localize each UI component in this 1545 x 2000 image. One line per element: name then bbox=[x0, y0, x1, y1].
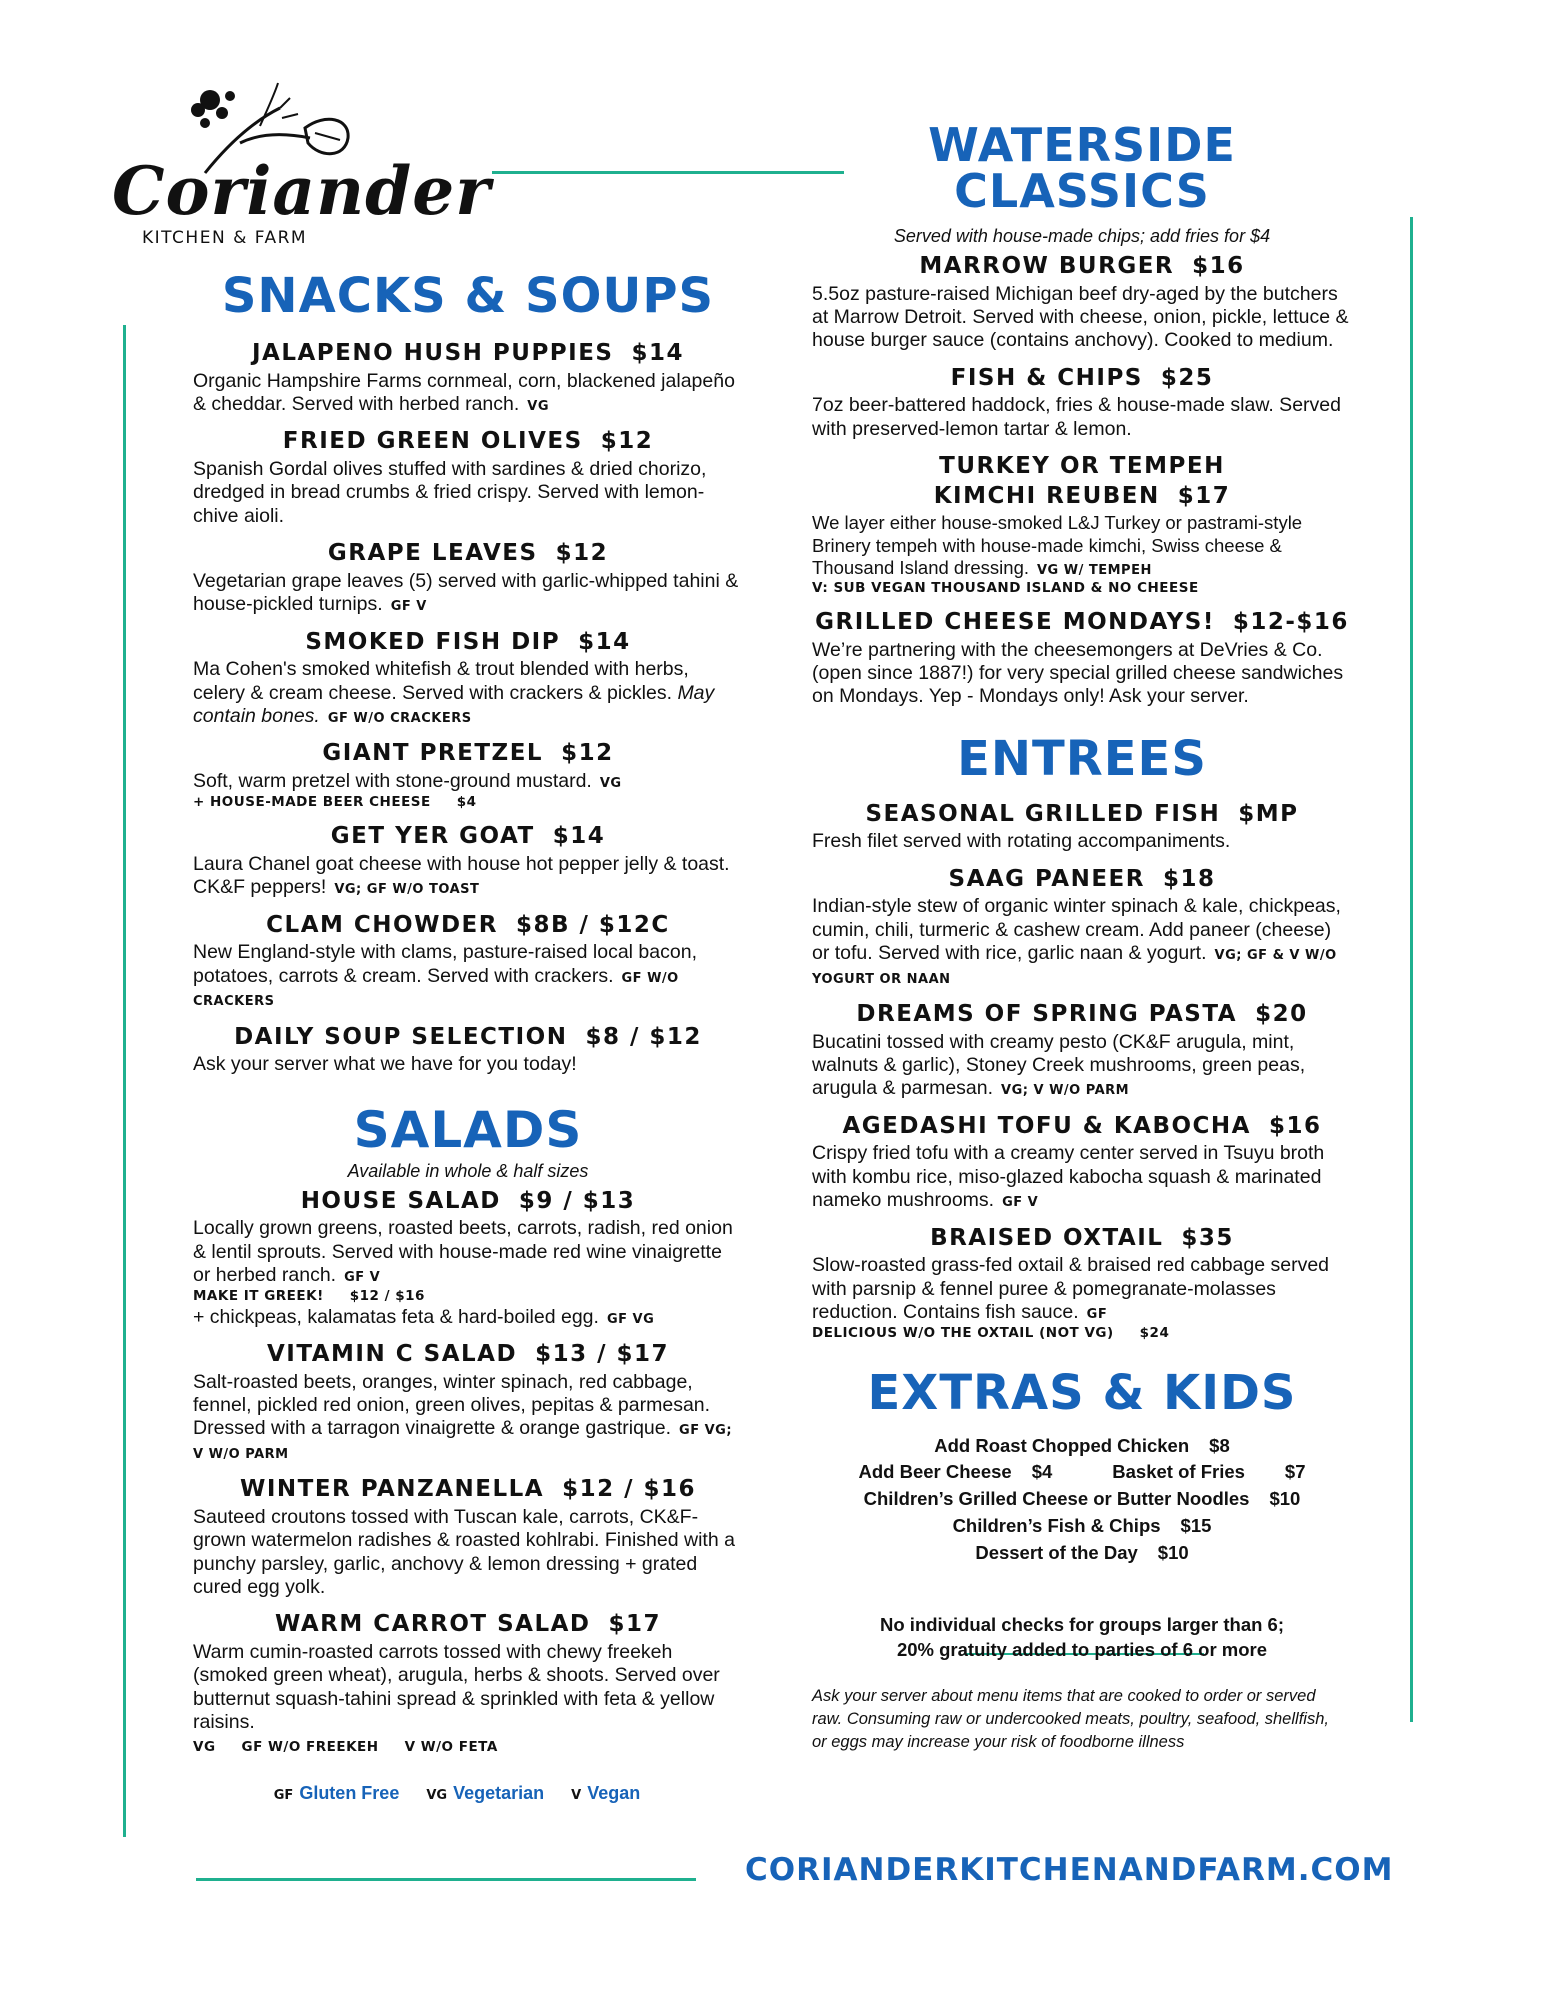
item-addon: + HOUSE-MADE BEER CHEESE $4 bbox=[193, 794, 477, 811]
item-desc: Slow-roasted grass-fed oxtail & braised red cabbage served with parsnip & fennel puree & pomegranate-molasses reduction. Contains fish sauce. bbox=[812, 1254, 1330, 1323]
item-desc: Sauteed croutons tossed with Tuscan kale, carrots, CK&F-grown watermelon radishes & roasted kohlrabi. Finished with a punchy parsley, garlic, anchovy & lemon dressing + grated cured egg yolk. bbox=[193, 1505, 735, 1598]
item-price: $17 bbox=[1177, 482, 1231, 509]
food-safety-disclaimer: Ask your server about menu items that are cooked to order or served raw. Consuming raw or undercooked meats, poultry, seafood, shellfish, or eggs may increase your risk of foodborne illness bbox=[812, 1686, 1329, 1751]
extras-row bbox=[812, 1433, 1352, 1460]
item-name: GRAPE LEAVES bbox=[327, 540, 538, 567]
diet-tags: VG GF W/O FREEKEH V W/O FETA bbox=[193, 1739, 498, 1756]
diet-tags: GF VG; V W/O PARM bbox=[193, 1423, 733, 1462]
menu-item bbox=[193, 1341, 743, 1464]
item-name: DREAMS OF SPRING PASTA bbox=[856, 1001, 1238, 1028]
item-desc: Laura Chanel goat cheese with house hot pepper jelly & toast. CK&F peppers! bbox=[193, 853, 730, 899]
diet-legend bbox=[193, 1783, 743, 1804]
item-price: $12 / $16 bbox=[562, 1476, 697, 1503]
legend-label: Vegan bbox=[587, 1782, 641, 1803]
waterside-title-line1: WATERSIDE bbox=[928, 118, 1236, 172]
legend-label: Gluten Free bbox=[299, 1782, 400, 1803]
extras-title: EXTRAS & KIDS bbox=[867, 1364, 1297, 1421]
item-price: $8 / $12 bbox=[585, 1023, 702, 1050]
extra-price: $4 bbox=[1031, 1461, 1053, 1483]
logo bbox=[110, 78, 492, 248]
item-price: $MP bbox=[1238, 800, 1299, 827]
item-desc: 5.5oz pasture-raised Michigan beef dry-aged by the butchers at Marrow Detroit. Served with cheese, onion, pickle, lettuce & house burger sauce (contains anchovy). Cooked to medium. bbox=[812, 282, 1349, 352]
item-name: HOUSE SALAD bbox=[300, 1187, 501, 1214]
item-addon: V: SUB VEGAN THOUSAND ISLAND & NO CHEESE bbox=[812, 579, 1199, 596]
item-name: SMOKED FISH DIP bbox=[305, 628, 561, 655]
item-desc: 7oz beer-battered haddock, fries & house-made slaw. Served with preserved-lemon tartar & lemon. bbox=[812, 394, 1341, 440]
diet-tags: GF bbox=[1086, 1306, 1108, 1322]
extra-label: Add Roast Chopped Chicken bbox=[934, 1434, 1190, 1456]
item-price: $12 bbox=[561, 740, 614, 767]
right-column-rule bbox=[1410, 217, 1413, 1722]
item-name: VITAMIN C SALAD bbox=[266, 1340, 518, 1367]
diet-tags: VG; GF W/O TOAST bbox=[334, 882, 480, 898]
menu-item bbox=[193, 428, 743, 528]
item-name: FISH & CHIPS bbox=[950, 364, 1143, 391]
diet-tags: VG; V W/O PARM bbox=[1001, 1083, 1130, 1099]
waterside-subtitle: Served with house-made chips; add fries for $4 bbox=[893, 226, 1271, 246]
menu-item bbox=[812, 866, 1352, 989]
item-price: $14 bbox=[552, 823, 606, 850]
diet-tags: VG W/ TEMPEH bbox=[1037, 562, 1152, 578]
diet-tags: GF V bbox=[344, 1269, 381, 1285]
legend-label: Vegetarian bbox=[453, 1782, 545, 1803]
item-name: DAILY SOUP SELECTION bbox=[234, 1023, 568, 1050]
legend-key: VG bbox=[426, 1787, 448, 1803]
item-price: $12 bbox=[555, 540, 609, 567]
item-desc: Ma Cohen's smoked whitefish & trout blended with herbs, celery & cream cheese. Served with crackers & pickles. bbox=[193, 658, 689, 704]
item-name: AGEDASHI TOFU & KABOCHA bbox=[842, 1112, 1251, 1139]
legend-key: V bbox=[571, 1787, 582, 1803]
diet-tags: VG; GF & V W/O YOGURT OR NAAN bbox=[812, 948, 1337, 987]
logo-wordmark: Coriander bbox=[112, 152, 492, 230]
extras-row bbox=[812, 1540, 1352, 1567]
extra-price: $10 bbox=[1157, 1541, 1189, 1563]
menu-item bbox=[193, 629, 743, 729]
item-name: GIANT PRETZEL bbox=[322, 740, 544, 767]
extra-label: Add Beer Cheese bbox=[858, 1461, 1012, 1483]
item-price: $25 bbox=[1160, 364, 1214, 391]
menu-item bbox=[193, 540, 743, 616]
menu-item bbox=[193, 1476, 743, 1599]
extra-price: $15 bbox=[1180, 1514, 1212, 1536]
menu-item bbox=[812, 801, 1352, 854]
item-desc: Soft, warm pretzel with stone-ground mustard. bbox=[193, 769, 592, 792]
item-desc: Indian-style stew of organic winter spinach & kale, chickpeas, cumin, chili, turmeric & cashew cream. Add paneer (cheese) or tofu. Served with rice, garlic naan & yogurt. bbox=[812, 895, 1341, 965]
policy-line: 20% gratuity added to parties of 6 or more bbox=[896, 1638, 1268, 1660]
extra-label: Basket of Fries bbox=[1112, 1461, 1245, 1483]
menu-item bbox=[812, 1001, 1352, 1101]
extra-price: $8 bbox=[1209, 1434, 1230, 1456]
item-note: May contain bones. bbox=[193, 681, 715, 727]
item-desc: We layer either house-smoked L&J Turkey or pastrami-style Brinery tempeh with house-made kimchi, Swiss cheese & Thousand Island dressing. bbox=[812, 512, 1303, 578]
item-addon-desc: + chickpeas, kalamatas feta & hard-boiled egg. bbox=[193, 1305, 599, 1328]
item-price: $17 bbox=[608, 1611, 662, 1638]
item-addon: MAKE IT GREEK! $12 / $16 bbox=[193, 1288, 425, 1305]
extras-row bbox=[812, 1513, 1352, 1540]
extra-label: Children’s Grilled Cheese or Butter Noodles bbox=[863, 1488, 1250, 1510]
item-name: WARM CARROT SALAD bbox=[274, 1611, 591, 1638]
extras-list bbox=[812, 1433, 1352, 1567]
item-desc: Warm cumin-roasted carrots tossed with chewy freekeh (smoked green wheat), arugula, herbs & shoots. Served over butternut squash-tahini spread & sprinkled with feta & yellow raisins. bbox=[193, 1640, 720, 1734]
right-column bbox=[812, 118, 1352, 1754]
item-price: $18 bbox=[1162, 865, 1216, 892]
item-desc: Crispy fried tofu with a creamy center served in Tsuyu broth with kombu rice, miso-glazed kabocha squash & marinated nameko mushrooms. bbox=[812, 1142, 1325, 1212]
item-price: $9 / $13 bbox=[518, 1187, 636, 1214]
item-name: GET YER GOAT bbox=[330, 823, 535, 850]
legend-key: GF bbox=[273, 1787, 294, 1803]
item-name-line2: KIMCHI REUBEN bbox=[933, 482, 1160, 509]
item-price: $20 bbox=[1255, 1001, 1308, 1028]
menu-item bbox=[812, 453, 1352, 597]
diet-tags: GF VG bbox=[606, 1311, 655, 1327]
left-column bbox=[193, 268, 743, 1804]
diet-tags: GF W/O CRACKERS bbox=[327, 710, 472, 726]
item-price: $16 bbox=[1268, 1112, 1322, 1139]
item-name: JALAPENO HUSH PUPPIES bbox=[251, 340, 614, 366]
item-price: $12 bbox=[600, 428, 654, 455]
item-addon: DELICIOUS W/O THE OXTAIL (NOT VG) $24 bbox=[812, 1325, 1170, 1342]
item-desc: Organic Hampshire Farms cornmeal, corn, blackened jalapeño & cheddar. Served with herbed ranch. bbox=[193, 369, 735, 415]
item-name: GRILLED CHEESE MONDAYS! bbox=[815, 609, 1215, 636]
menu-item bbox=[193, 740, 743, 811]
menu-item bbox=[812, 609, 1352, 709]
item-name: FRIED GREEN OLIVES bbox=[282, 428, 583, 455]
item-price: $14 bbox=[578, 628, 631, 655]
policy-line: No individual checks for groups larger than 6; bbox=[880, 1613, 1284, 1635]
left-column-rule bbox=[123, 325, 126, 1837]
menu-item bbox=[193, 1024, 743, 1077]
item-name: BRAISED OXTAIL bbox=[930, 1224, 1164, 1251]
item-price: $12-$16 bbox=[1232, 609, 1349, 636]
item-desc: Vegetarian grape leaves (5) served with garlic-whipped tahini & house-pickled turnips. bbox=[193, 569, 739, 616]
salads-title: SALADS bbox=[353, 1100, 583, 1159]
extra-label: Children’s Fish & Chips bbox=[952, 1514, 1161, 1536]
item-price: $35 bbox=[1181, 1224, 1234, 1251]
item-desc: Spanish Gordal olives stuffed with sardines & dried chorizo, dredged in bread crumbs & fried crispy. Served with lemon-chive aioli. bbox=[193, 457, 707, 527]
item-desc: We’re partnering with the cheesemongers at DeVries & Co. (open since 1887!) for very special grilled cheese sandwiches on Mondays. Yep - Mondays only! Ask your server. bbox=[812, 638, 1344, 708]
menu-item bbox=[193, 1611, 743, 1756]
entrees-title: ENTREES bbox=[957, 730, 1207, 787]
extras-row bbox=[812, 1459, 1352, 1486]
item-desc: New England-style with clams, pasture-raised local bacon, potatoes, carrots & cream. Served with crackers. bbox=[193, 941, 697, 987]
item-name: WINTER PANZANELLA bbox=[239, 1476, 545, 1503]
item-price: $13 / $17 bbox=[535, 1340, 669, 1367]
item-name: SAAG PANEER bbox=[948, 865, 1145, 892]
extra-price: $7 bbox=[1284, 1461, 1306, 1483]
menu-item bbox=[193, 912, 743, 1012]
item-desc: Bucatini tossed with creamy pesto (CK&F arugula, mint, walnuts & garlic), Stoney Creek mushrooms, green peas, arugula & parmesan. bbox=[812, 1030, 1306, 1100]
item-name: SEASONAL GRILLED FISH bbox=[865, 800, 1221, 827]
diet-tags: VG bbox=[599, 775, 622, 791]
waterside-title-line2: CLASSICS bbox=[954, 164, 1210, 218]
item-desc: Locally grown greens, roasted beets, carrots, radish, red onion & lentil sprouts. Served with house-made red wine vinaigrette or herbed ranch. bbox=[193, 1217, 733, 1286]
extra-label: Dessert of the Day bbox=[975, 1541, 1138, 1563]
item-price: $8B / $12C bbox=[515, 911, 670, 938]
diet-tags: GF V bbox=[390, 599, 427, 615]
top-divider bbox=[492, 171, 844, 174]
bottom-divider bbox=[196, 1878, 696, 1881]
menu-item bbox=[193, 1188, 743, 1329]
item-price: $14 bbox=[631, 340, 685, 366]
extra-price: $10 bbox=[1269, 1488, 1301, 1510]
website-link[interactable]: CORIANDERKITCHENANDFARM.COM bbox=[745, 1852, 1394, 1888]
salads-subtitle: Available in whole & half sizes bbox=[347, 1160, 589, 1181]
extras-row bbox=[812, 1486, 1352, 1513]
menu-item bbox=[193, 340, 743, 416]
diet-tags: VG bbox=[527, 398, 550, 414]
item-name: MARROW BURGER bbox=[919, 253, 1175, 279]
diet-tags: GF V bbox=[1002, 1195, 1039, 1211]
logo-tagline: KITCHEN & FARM bbox=[142, 228, 308, 248]
snacks-soups-title: SNACKS & SOUPS bbox=[221, 268, 715, 324]
item-price: $16 bbox=[1192, 253, 1245, 279]
menu-item bbox=[812, 365, 1352, 441]
waterside-title bbox=[812, 118, 1352, 218]
item-name: CLAM CHOWDER bbox=[266, 911, 498, 938]
menu-item bbox=[812, 1225, 1352, 1343]
diet-tags: GF W/O CRACKERS bbox=[193, 970, 679, 1010]
item-desc: Fresh filet served with rotating accompaniments. bbox=[812, 830, 1231, 853]
item-desc: Salt-roasted beets, oranges, winter spinach, red cabbage, fennel, pickled red onion, green olives, pepitas & parmesan. Dressed with a tarragon vinaigrette & orange gastrique. bbox=[193, 1370, 711, 1440]
item-name: TURKEY OR TEMPEH bbox=[939, 453, 1225, 480]
menu-item bbox=[812, 1113, 1352, 1213]
item-desc: Ask your server what we have for you today! bbox=[193, 1053, 577, 1076]
group-policy bbox=[812, 1613, 1352, 1663]
menu-item bbox=[193, 823, 743, 899]
menu-item bbox=[812, 253, 1352, 353]
